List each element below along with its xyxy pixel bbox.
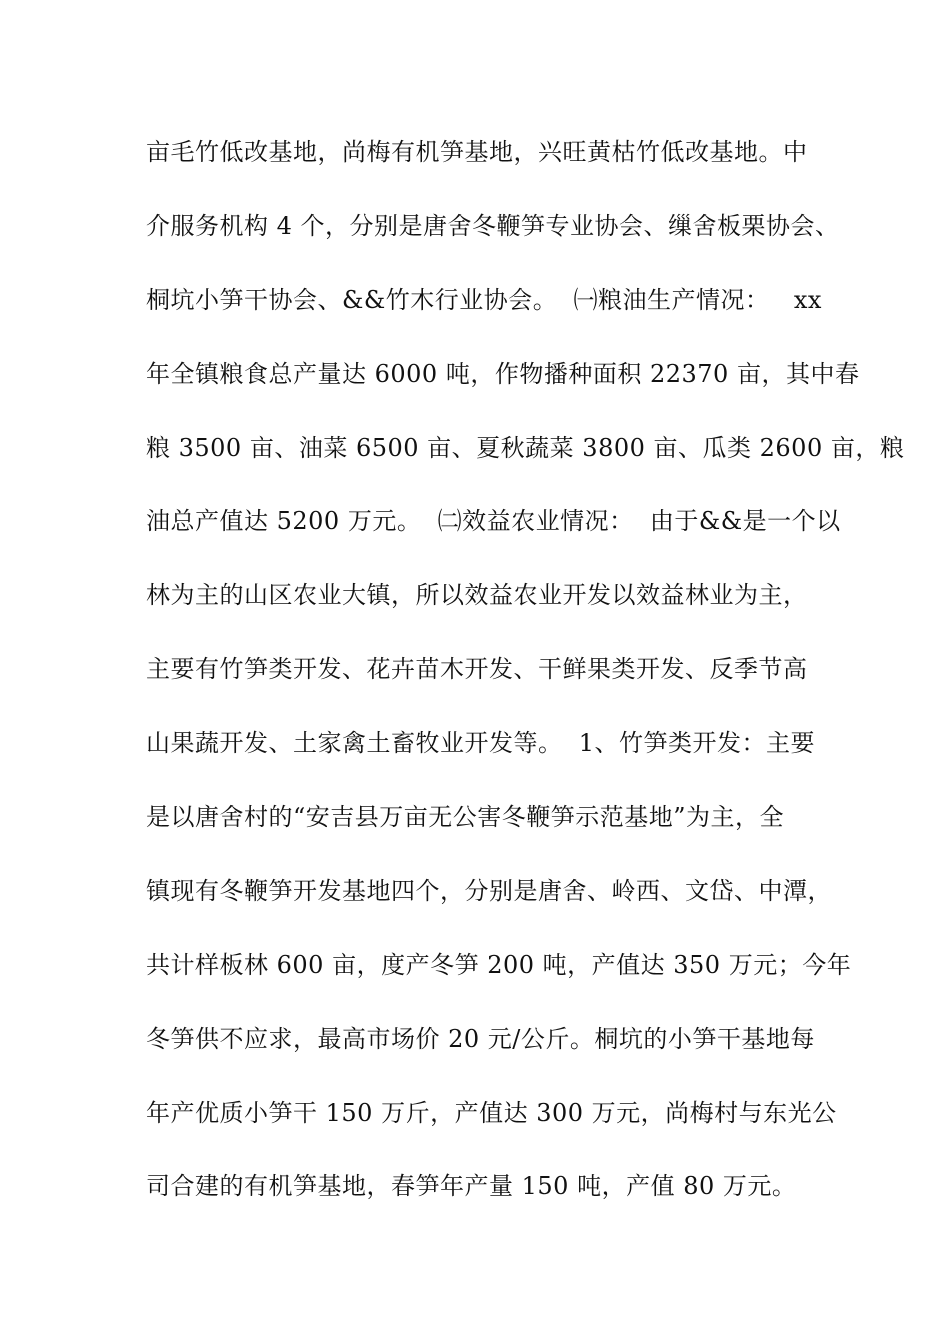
text-line-1: 亩毛竹低改基地，尚梅有机笋基地，兴旺黄枯竹低改基地。中 <box>146 138 808 166</box>
text-line-5: 粮 3500 亩、油菜 6500 亩、夏秋蔬菜 3800 亩、瓜类 2600 亩，粮 <box>146 433 905 462</box>
text-line-14: 年产优质小笋干 150 万斤，产值达 300 万元，尚梅村与东光公 <box>146 1098 837 1127</box>
text-line-2: 介服务机构 4 个，分别是唐舍冬鞭笋专业协会、缫舍板栗协会、 <box>146 211 840 240</box>
text-line-12: 共计样板林 600 亩，度产冬笋 200 吨，产值达 350 万元；今年 <box>146 950 852 979</box>
text-line-3: 桐坑小笋干协会、&&竹木行业协会。 ㈠粮油生产情况： xx <box>146 285 822 314</box>
text-line-11: 镇现有冬鞭笋开发基地四个，分别是唐舍、岭西、文岱、中潭， <box>146 876 832 905</box>
text-line-13: 冬笋供不应求，最高市场价 20 元/公斤。桐坑的小笋干基地每 <box>146 1024 815 1053</box>
text-line-9: 山果蔬开发、土家禽土畜牧业开发等。 1、竹笋类开发：主要 <box>146 729 816 758</box>
text-line-7: 林为主的山区农业大镇，所以效益农业开发以效益林业为主， <box>146 581 808 610</box>
text-line-6: 油总产值达 5200 万元。 ㈡效益农业情况： 由于&&是一个以 <box>146 507 841 536</box>
text-line-15: 司合建的有机笋基地，春笋年产量 150 吨，产值 80 万元。 <box>146 1172 797 1201</box>
text-line-4: 年全镇粮食总产量达 6000 吨，作物播种面积 22370 亩，其中春 <box>146 359 860 388</box>
text-line-10: 是以唐舍村的“安吉县万亩无公害冬鞭笋示范基地”为主，全 <box>146 803 785 832</box>
body-text <box>146 128 905 1236</box>
text-line-8: 主要有竹笋类开发、花卉苗木开发、干鲜果类开发、反季节高 <box>146 655 808 684</box>
